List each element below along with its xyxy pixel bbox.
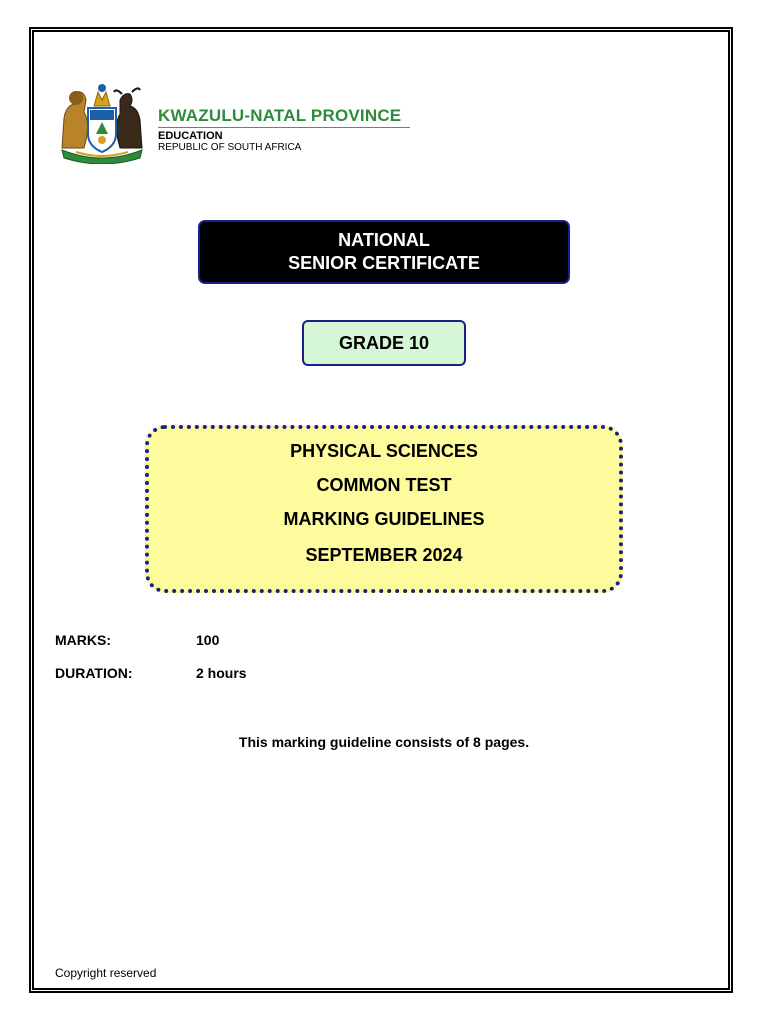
- logo-divider: [158, 127, 410, 128]
- country-name: REPUBLIC OF SOUTH AFRICA: [158, 142, 302, 153]
- duration-label: DURATION:: [55, 665, 133, 681]
- marks-value: 100: [196, 632, 220, 648]
- grade-label: GRADE 10: [338, 332, 430, 353]
- marks-label: MARKS:: [55, 632, 111, 648]
- copyright-footer: Copyright reserved: [55, 966, 157, 980]
- subject-line-4: SEPTEMBER 2024: [305, 545, 463, 565]
- certificate-line-2: SENIOR CERTIFICATE: [288, 253, 480, 273]
- grade-badge: [302, 320, 466, 366]
- subject-line-2: COMMON TEST: [316, 475, 452, 495]
- duration-value: 2 hours: [196, 665, 247, 681]
- certificate-line-1: NATIONAL: [338, 230, 430, 250]
- subject-line-1: PHYSICAL SCIENCES: [290, 441, 478, 461]
- subject-panel: [145, 425, 623, 593]
- department-name: EDUCATION: [158, 130, 223, 142]
- kzn-education-logo: [56, 78, 416, 164]
- certificate-banner: [198, 220, 570, 284]
- coat-of-arms-icon: [56, 78, 148, 164]
- subject-line-3: MARKING GUIDELINES: [283, 509, 485, 529]
- page-count-note: This marking guideline consists of 8 pages.: [238, 734, 530, 750]
- province-name: KWAZULU-NATAL PROVINCE: [158, 106, 402, 125]
